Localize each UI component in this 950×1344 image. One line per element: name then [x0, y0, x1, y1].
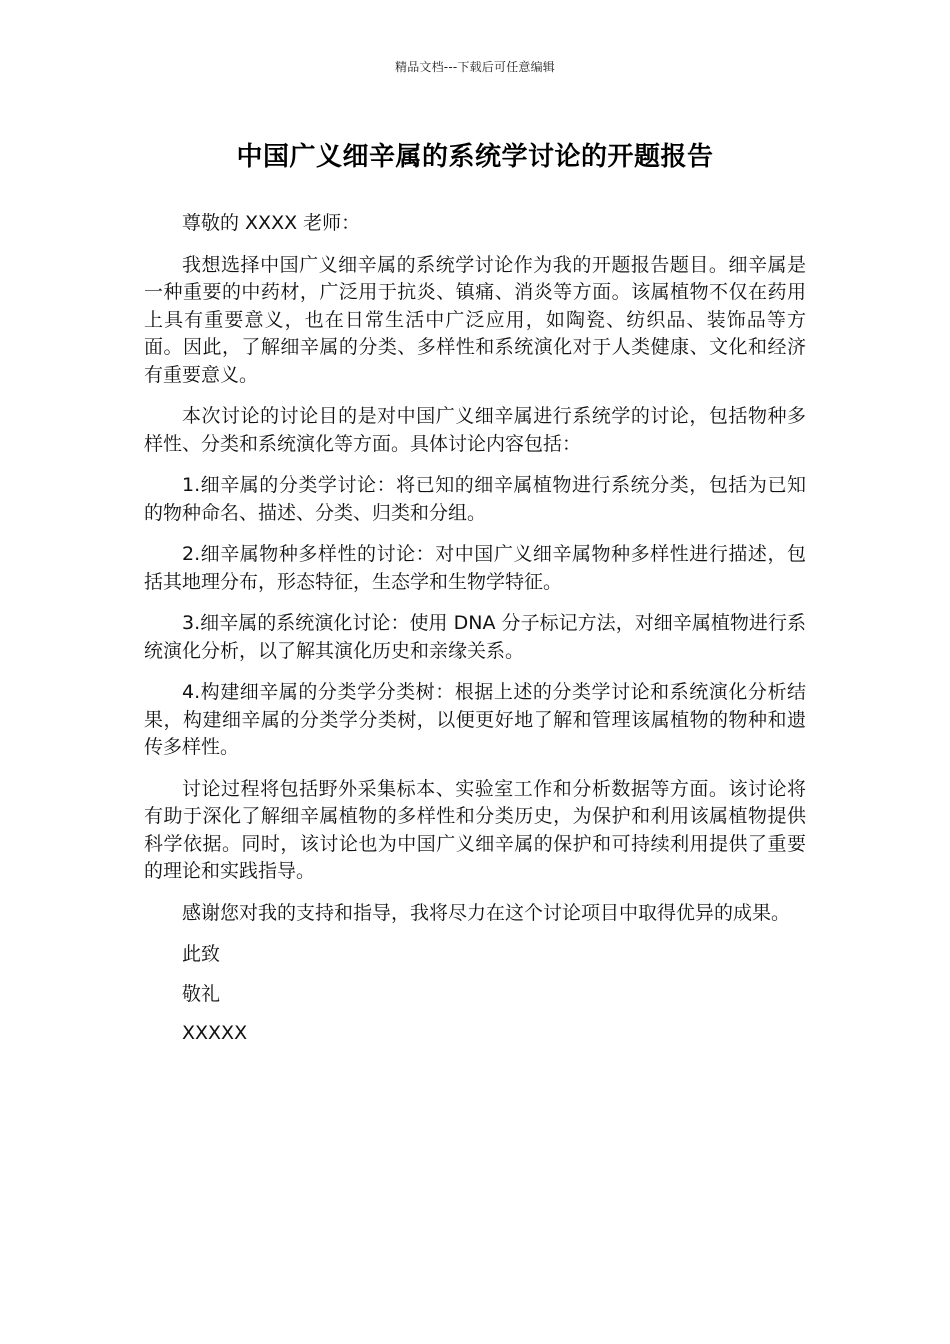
document-title: 中国广义细辛属的系统学讨论的开题报告 — [236, 142, 714, 172]
paragraph-thanks: 感谢您对我的支持和指导，我将尽力在这个讨论项目中取得优异的成果。 — [182, 901, 791, 924]
salutation: 尊敬的 XXXX 老师： — [182, 212, 361, 234]
closing-line-1: 此致 — [182, 943, 221, 965]
paragraph-item-1: 1.细辛属的分类学讨论：将已知的细辛属植物进行系统分类，包括为已知的物种命名、描述、分类、归类和分组。 — [144, 474, 806, 524]
paragraph-purpose: 本次讨论的讨论目的是对中国广义细辛属进行系统学的讨论，包括物种多样性、分类和系统演化等方面。具体讨论内容包括： — [144, 405, 806, 455]
header-note: 精品文档---下载后可任意编辑 — [395, 60, 555, 74]
signature: XXXXX — [182, 1022, 248, 1044]
closing-line-2: 敬礼 — [182, 982, 221, 1005]
paragraph-item-2: 2.细辛属物种多样性的讨论：对中国广义细辛属物种多样性进行描述，包括其地理分布，形态特征，生态学和生物学特征。 — [144, 543, 806, 593]
paragraph-process: 讨论过程将包括野外采集标本、实验室工作和分析数据等方面。该讨论将有助于深化了解细辛属植物的多样性和分类历史，为保护和利用该属植物提供科学依据。同时，该讨论也为中国广义细辛属的保护和可持续利用提供了重要的理论和实践指导。 — [144, 777, 806, 882]
document-body — [144, 210, 806, 1060]
paragraph-item-4: 4.构建细辛属的分类学分类树：根据上述的分类学讨论和系统演化分析结果，构建细辛属的分类学分类树，以便更好地了解和管理该属植物的物种和遗传多样性。 — [144, 681, 806, 758]
paragraph-intro: 我想选择中国广义细辛属的系统学讨论作为我的开题报告题目。细辛属是一种重要的中药材，广泛用于抗炎、镇痛、消炎等方面。该属植物不仅在药用上具有重要意义，也在日常生活中广泛应用，如陶瓷、纺织品、装饰品等方面。因此，了解细辛属的分类、多样性和系统演化对于人类健康、文化和经济有重要意义。 — [144, 253, 806, 386]
paragraph-item-3: 3.细辛属的系统演化讨论：使用 DNA 分子标记方法，对细辛属植物进行系统演化分析，以了解其演化历史和亲缘关系。 — [144, 612, 806, 662]
